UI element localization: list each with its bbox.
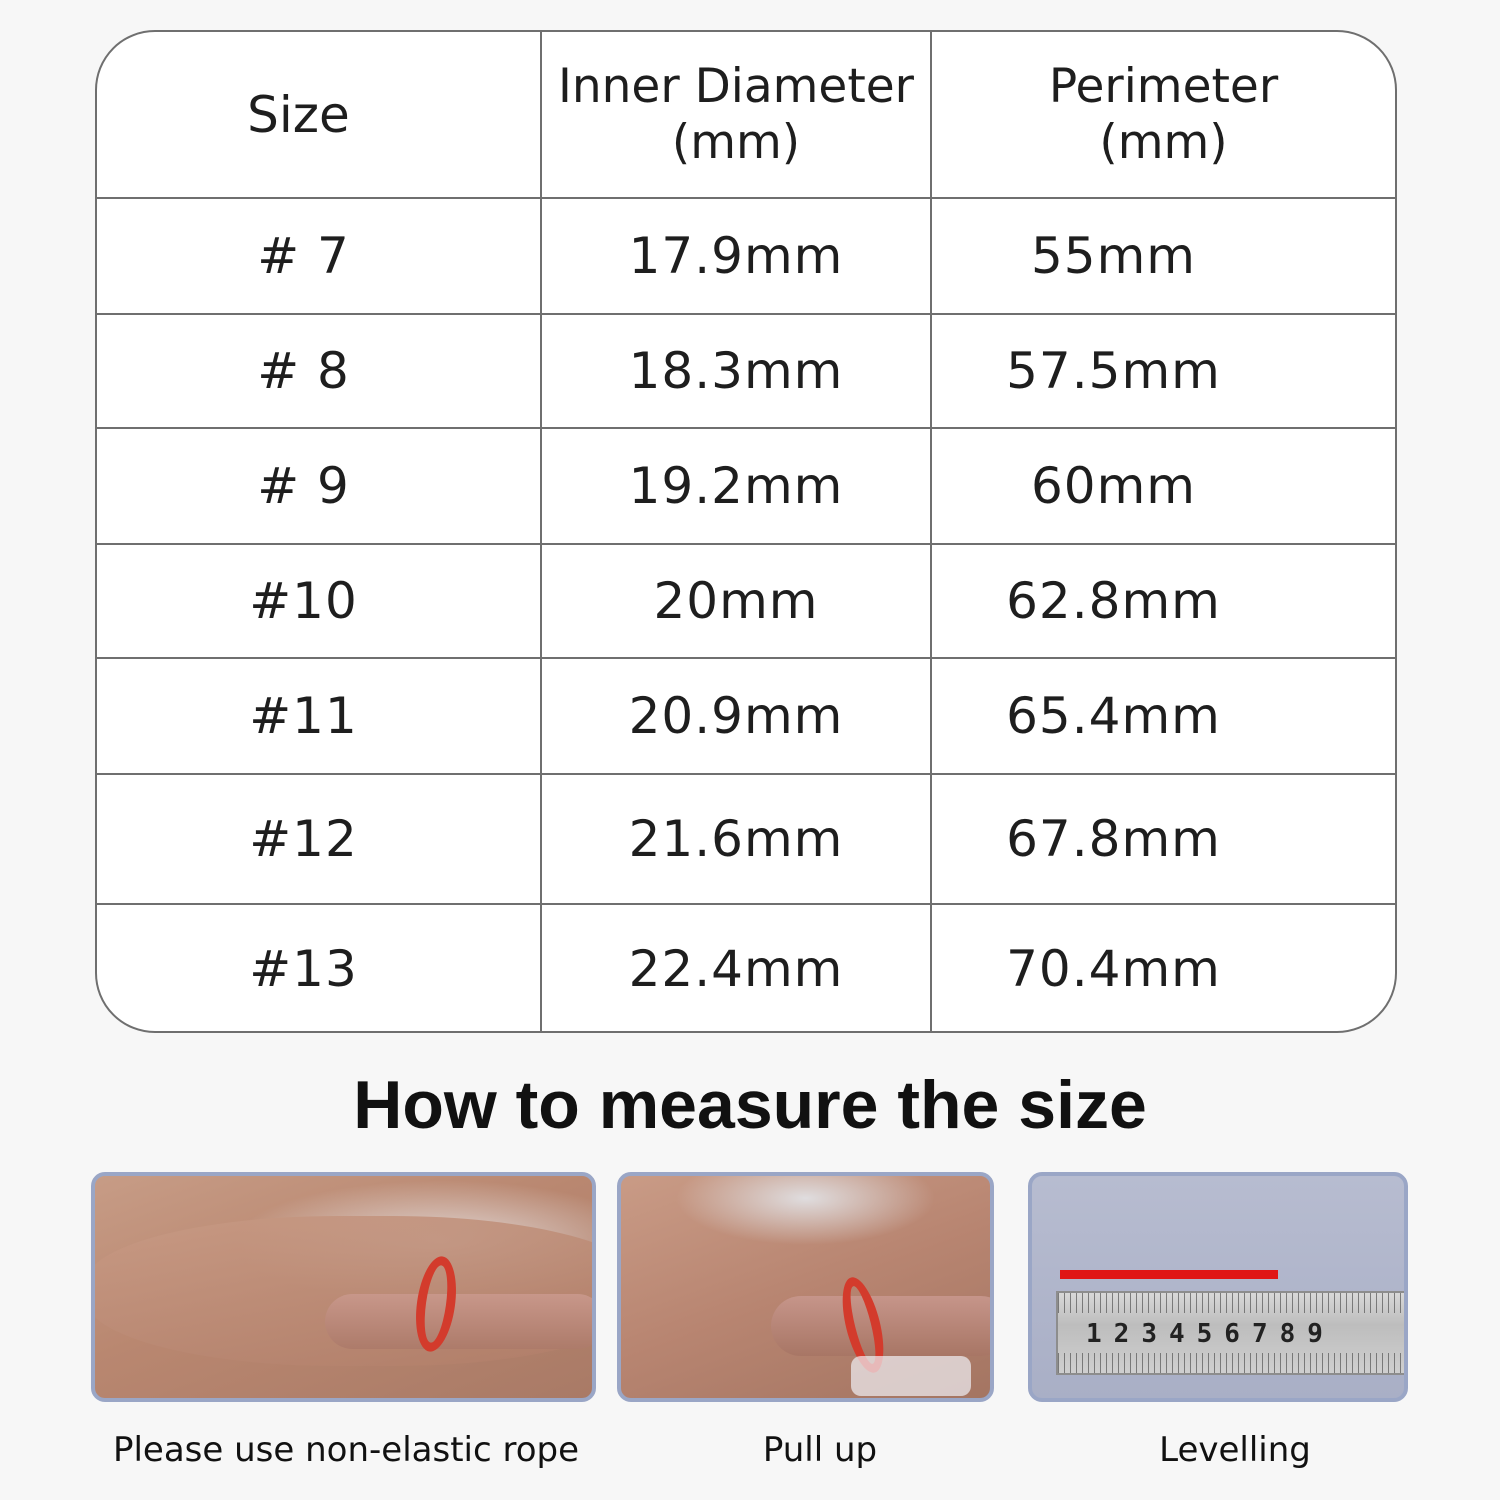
header-inner-diameter: [542, 32, 932, 197]
perimeter-cell: 62.8mm: [1006, 572, 1221, 630]
perimeter-cell: 57.5mm: [1006, 342, 1221, 400]
ruler-numbers: [1086, 1319, 1323, 1349]
ruler-number: 7: [1251, 1319, 1268, 1349]
header-perimeter: [932, 32, 1395, 197]
size-cell: # 8: [97, 315, 542, 427]
step-2-image: [617, 1172, 994, 1402]
ruler-number: 2: [1113, 1319, 1130, 1349]
ruler-number: 5: [1196, 1319, 1213, 1349]
table-row: [97, 657, 1395, 773]
size-cell: # 7: [97, 199, 542, 313]
size-cell: #11: [97, 659, 542, 773]
size-cell: #13: [97, 905, 542, 1033]
step-3-image: [1028, 1172, 1408, 1402]
measure-title: How to measure the size: [353, 1067, 1147, 1143]
ruler-number: 8: [1279, 1319, 1296, 1349]
inner-diameter-cell: 20.9mm: [542, 659, 932, 773]
size-cell: # 9: [97, 429, 542, 543]
table-row: [97, 773, 1395, 903]
table-row: [97, 543, 1395, 657]
inner-diameter-cell: 21.6mm: [542, 775, 932, 903]
size-table: [95, 30, 1397, 1033]
inner-diameter-cell: 22.4mm: [542, 905, 932, 1033]
perimeter-cell: 60mm: [1030, 457, 1197, 515]
table-row: [97, 197, 1395, 313]
finger-shape: [325, 1294, 596, 1349]
inner-diameter-cell: 19.2mm: [542, 429, 932, 543]
size-cell: #10: [97, 545, 542, 657]
table-header-row: [97, 32, 1395, 197]
paper-shape: [851, 1356, 971, 1396]
ruler-number: 6: [1224, 1319, 1240, 1349]
size-cell: #12: [97, 775, 542, 903]
perimeter-cell: 55mm: [1030, 227, 1197, 285]
header-perimeter-unit: (mm): [1099, 114, 1228, 170]
inner-diameter-cell: 20mm: [542, 545, 932, 657]
perimeter-cell: 67.8mm: [1006, 810, 1221, 868]
rope-straight: [1060, 1270, 1278, 1279]
step-3-caption: Levelling: [1159, 1430, 1311, 1470]
step-1-caption: Please use non-elastic rope: [112, 1430, 580, 1470]
perimeter-cell: 70.4mm: [1006, 940, 1221, 998]
inner-diameter-cell: 18.3mm: [542, 315, 932, 427]
ruler-ticks-bottom: [1058, 1353, 1406, 1373]
table-row: [97, 427, 1395, 543]
ruler-number: 4: [1168, 1319, 1185, 1349]
header-size: Size: [97, 32, 542, 197]
step-2-caption: Pull up: [762, 1430, 878, 1470]
ruler-number: 1: [1086, 1319, 1102, 1349]
step-1-image: [91, 1172, 596, 1402]
table-row: [97, 903, 1395, 1033]
ruler-number: 9: [1307, 1319, 1323, 1349]
header-inner-diameter-unit: (mm): [671, 114, 801, 170]
header-perimeter-label: Perimeter: [1048, 58, 1279, 114]
ruler-icon: [1056, 1291, 1408, 1375]
ruler-ticks-top: [1058, 1293, 1406, 1313]
ruler-number: 3: [1141, 1319, 1157, 1349]
header-inner-diameter-label: Inner Diameter: [557, 58, 915, 114]
inner-diameter-cell: 17.9mm: [542, 199, 932, 313]
table-row: [97, 313, 1395, 427]
perimeter-cell: 65.4mm: [1006, 687, 1221, 745]
